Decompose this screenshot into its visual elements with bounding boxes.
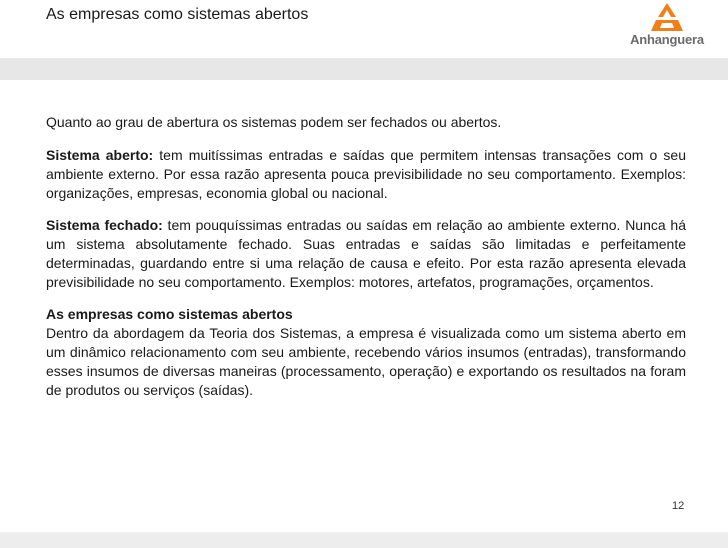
header-band xyxy=(0,58,728,80)
open-system-label: Sistema aberto: xyxy=(46,147,154,163)
closed-system-label: Sistema fechado: xyxy=(46,217,163,233)
section-heading: As empresas como sistemas abertos xyxy=(46,306,293,322)
intro-paragraph: Quanto ao grau de abertura os sistemas podem ser fechados ou abertos. xyxy=(46,114,502,130)
anhanguera-logo xyxy=(628,3,706,49)
logo-text: Anhanguera xyxy=(630,32,704,47)
section-paragraph: Dentro da abordagem da Teoria dos Sistemas, a empresa é visualizada como um sistema aberto em um dinâmico relacionamento com seu ambiente, recebendo vários insumos (entradas), transformando esses insumos de diversas maneiras (processamento, operação) e exportando os resultados na foram de produtos ou serviços (saídas). xyxy=(46,325,686,398)
slide-body xyxy=(46,113,686,400)
page-number: 12 xyxy=(672,500,685,512)
slide-header xyxy=(0,0,728,58)
slide-title: As empresas como sistemas abertos xyxy=(46,6,309,23)
open-system-text: tem muitíssimas entradas e saídas que permitem intensas transações com o seu ambiente externo. Por essa razão apresenta pouca previsibilidade no seu comportamento. Exemplos: organizações, empresas, economia global ou nacional. xyxy=(46,147,686,201)
open-system-paragraph xyxy=(46,146,686,203)
logo-mark-icon xyxy=(650,3,684,33)
closed-system-text: tem pouquíssimas entradas ou saídas em relação ao ambiente externo. Nunca há um sistema absolutamente fechado. Suas entradas e saídas são limitadas e perfeitamente determinadas, guardando entre si uma relação de causa e efeito. Por esta razão apresenta elevada previsibilidade no seu comportamento. Exemplos: motores, artefatos, programações, orçamentos. xyxy=(46,217,686,290)
closed-system-paragraph xyxy=(46,216,686,292)
